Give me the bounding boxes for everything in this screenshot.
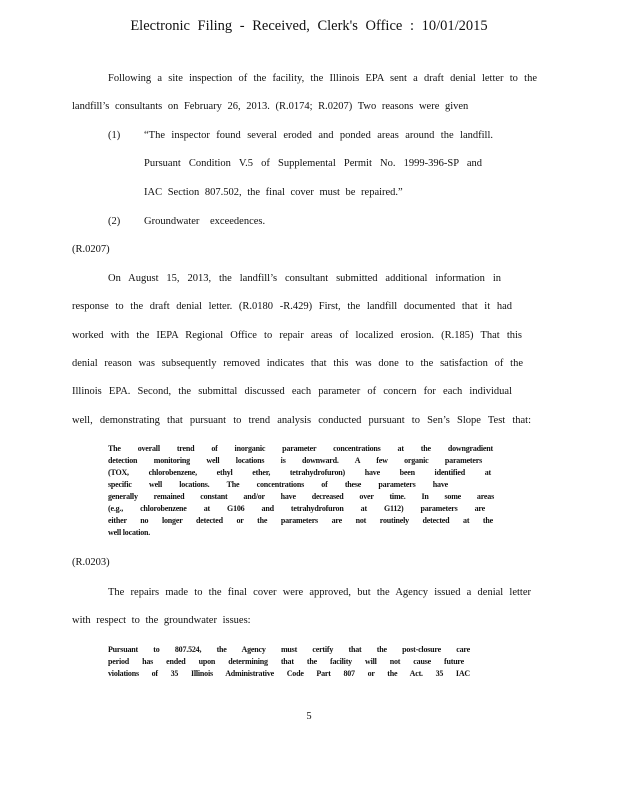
quote-1-line-4: specific well locations. The concentrations of these parameters have bbox=[108, 480, 448, 489]
list-item-1-line-1: “The inspector found several eroded and ponded areas around the landfill. bbox=[144, 130, 493, 141]
list-item-1-line-2: Pursuant Condition V.5 of Supplemental Permit No. 1999-396-SP and bbox=[144, 158, 482, 169]
paragraph-2-line-3: worked with the IEPA Regional Office to repair areas of localized erosion. (R.185) That this bbox=[72, 330, 522, 341]
paragraph-2-line-1: On August 15, 2013, the landfill’s consultant submitted additional information in bbox=[108, 273, 501, 284]
quote-1-line-5: generally remained constant and/or have decreased over time. In some areas bbox=[108, 492, 494, 501]
paragraph-3-line-2: with respect to the groundwater issues: bbox=[72, 615, 251, 626]
quote-2-line-3: violations of 35 Illinois Administrative Code Part 807 or the Act. 35 IAC bbox=[108, 669, 470, 678]
quote-1-line-6: (e.g., chlorobenzene at G106 and tetrahydrofuron at G112) parameters are bbox=[108, 504, 485, 513]
citation-r0207: (R.0207) bbox=[72, 244, 110, 255]
list-item-2-line-1: Groundwater exceedences. bbox=[144, 216, 266, 227]
quote-1-line-3: (TOX, chlorobenzene, ethyl ether, tetrahydrofuron) have been identified at bbox=[108, 468, 491, 477]
paragraph-1-line-1: Following a site inspection of the facility, the Illinois EPA sent a draft denial letter to the bbox=[108, 73, 537, 84]
page-number: 5 bbox=[306, 711, 312, 722]
paragraph-2-line-6: well, demonstrating that pursuant to trend analysis conducted pursuant to Sen’s Slope Test that: bbox=[72, 415, 531, 426]
paragraph-2-line-5: Illinois EPA. Second, the submittal discussed each parameter of concern for each individual bbox=[72, 386, 512, 397]
paragraph-2-line-2: response to the draft denial letter. (R.0180 -R.429) First, the landfill documented that it had bbox=[72, 301, 512, 312]
paragraph-2-line-4: denial reason was subsequently removed indicates that this was done to the satisfaction of the bbox=[72, 358, 523, 369]
quote-1-line-7: either no longer detected or the parameters are not routinely detected at the bbox=[108, 516, 493, 525]
paragraph-3-line-1: The repairs made to the final cover were approved, but the Agency issued a denial letter bbox=[108, 587, 531, 598]
quote-1-line-8: well location. bbox=[108, 528, 151, 537]
paragraph-1-line-2: landfill’s consultants on February 26, 2013. (R.0174; R.0207) Two reasons were given bbox=[72, 101, 469, 112]
list-item-2-number: (2) bbox=[108, 216, 121, 227]
list-item-1-line-3: IAC Section 807.502, the final cover must be repaired.” bbox=[144, 187, 403, 198]
citation-r0203: (R.0203) bbox=[72, 557, 110, 568]
filing-stamp-header: Electronic Filing - Received, Clerk's Office : 10/01/2015 bbox=[130, 18, 488, 34]
quote-2-line-2: period has ended upon determining that the facility will not cause future bbox=[108, 657, 464, 666]
quote-1-line-1: The overall trend of inorganic parameter concentrations at the downgradient bbox=[108, 444, 493, 453]
quote-2-line-1: Pursuant to 807.524, the Agency must certify that the post-closure care bbox=[108, 645, 470, 654]
quote-1-line-2: detection monitoring well locations is downward. A few organic parameters bbox=[108, 456, 482, 465]
list-item-1-number: (1) bbox=[108, 130, 121, 141]
